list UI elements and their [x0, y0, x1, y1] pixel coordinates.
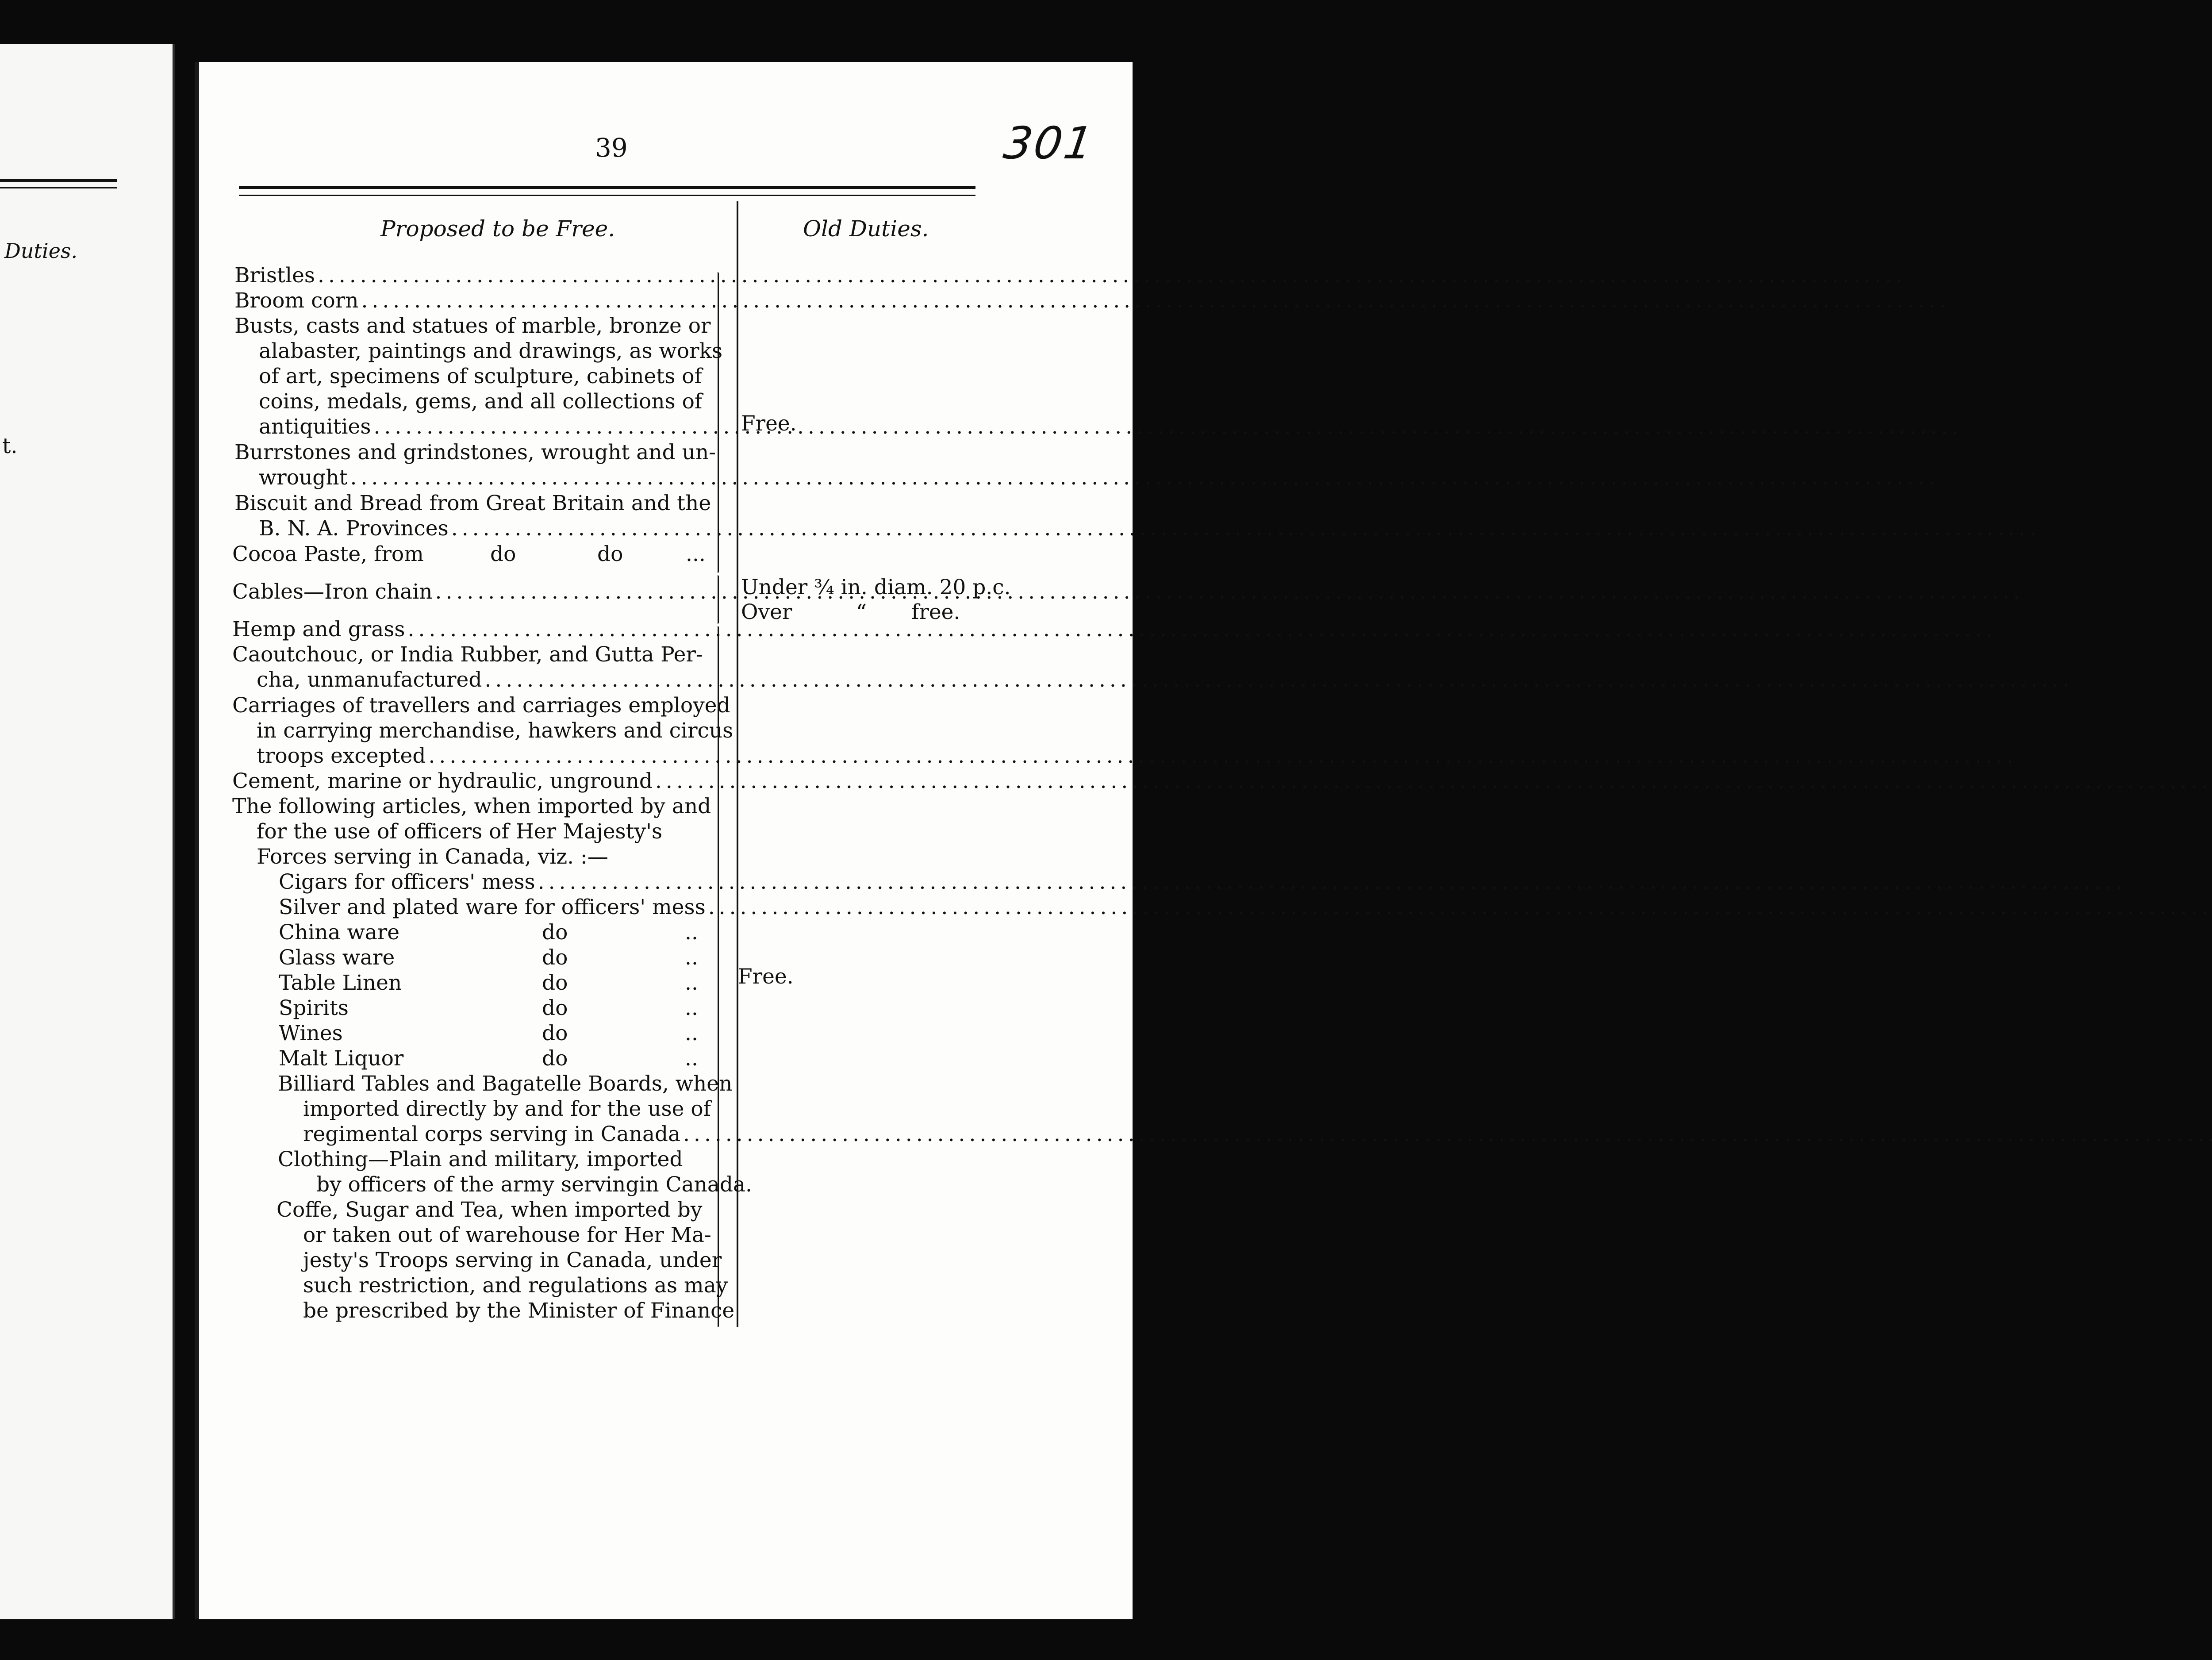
header-rule [239, 195, 975, 196]
item-line [232, 794, 711, 819]
item-line [257, 744, 707, 769]
ditto-mark: do [542, 996, 568, 1020]
item-line [234, 440, 716, 465]
item-line [303, 1248, 722, 1273]
brace [718, 272, 719, 573]
leader-dots [706, 895, 2212, 920]
item-line [259, 389, 707, 414]
item-line [303, 1122, 707, 1147]
item-line [279, 996, 707, 1021]
leader-dots [348, 465, 1939, 490]
old-duty-cables-under: Under ¾ in. diam. 20 p.c. [741, 575, 1011, 599]
item-line [257, 819, 707, 844]
facing-page-header: Duties. [4, 239, 78, 263]
old-duty-cables-over-value: free. [911, 600, 960, 624]
item-text: Cement, marine or hydraulic, unground [232, 769, 653, 793]
item-line [279, 920, 707, 945]
item-text: Burrstones and grindstones, wrought and un- [234, 440, 716, 465]
leader-dots [405, 617, 1997, 642]
item-text: cha, unmanufactured [257, 668, 482, 692]
item-line [257, 845, 707, 869]
brace [718, 575, 719, 624]
item-text: Wines [279, 1021, 343, 1045]
item-text: Clothing—Plain and military, imported [278, 1147, 683, 1172]
trailing-dots: .. [685, 1021, 698, 1045]
handwritten-folio-number: 301 [1000, 117, 1098, 169]
item-line [259, 415, 707, 439]
leader-dots [426, 744, 2017, 769]
leader-dots [358, 288, 1950, 313]
item-text: Cables—Iron chain [232, 580, 433, 604]
leader-dots [371, 415, 1962, 439]
item-text: Broom corn [234, 288, 359, 313]
item-line [303, 1299, 735, 1323]
item-line [259, 465, 707, 490]
item-line [278, 1147, 707, 1172]
item-line [232, 693, 730, 718]
item-line [234, 491, 711, 516]
trailing-dots: .. [685, 945, 698, 970]
leader-dots [449, 516, 2040, 541]
trailing-dots: ... [686, 542, 706, 566]
item-text: imported directly by and for the use of [303, 1097, 711, 1121]
item-line [279, 1021, 707, 1046]
ditto-mark: do [490, 542, 516, 566]
item-text: Cocoa Paste, from [232, 542, 424, 566]
item-line [259, 516, 707, 541]
item-text: or taken out of warehouse for Her Ma- [303, 1223, 711, 1247]
item-line [232, 769, 707, 794]
item-text: regimental corps serving in Canada [303, 1122, 681, 1146]
item-text: China ware [279, 920, 400, 945]
old-duty-free: Free. [741, 411, 797, 436]
old-duty-cables-over: Over [741, 600, 792, 624]
item-text: Busts, casts and statues of marble, bronze or [234, 314, 711, 338]
item-line [316, 1172, 752, 1197]
item-text: for the use of officers of Her Majesty's [257, 819, 663, 844]
header-rule [239, 186, 975, 189]
item-line [259, 364, 707, 389]
ditto-mark: do [597, 542, 623, 566]
item-line [232, 542, 707, 567]
item-line [279, 945, 707, 970]
leader-dots [315, 263, 1906, 288]
item-text: Spirits [279, 996, 349, 1020]
item-text: Carriages of travellers and carriages employed [232, 693, 730, 718]
item-text: Glass ware [279, 945, 395, 970]
item-line [303, 1097, 711, 1122]
item-text: The following articles, when imported by and [232, 794, 711, 818]
leader-dots [433, 580, 2024, 604]
trailing-dots: .. [685, 1046, 698, 1071]
item-line [257, 719, 733, 743]
item-line [232, 580, 707, 604]
item-line [303, 1273, 728, 1298]
ditto-mark: do [542, 1021, 568, 1045]
item-line [279, 895, 707, 920]
item-line [303, 1223, 711, 1248]
item-line [234, 314, 711, 338]
divider [0, 179, 117, 182]
item-text: wrought [259, 465, 348, 490]
item-text: Hemp and grass [232, 617, 405, 642]
column-header-old-duties: Old Duties. [803, 216, 929, 242]
item-text: troops excepted [257, 744, 426, 768]
item-line [232, 617, 707, 642]
trailing-dots: .. [685, 920, 698, 945]
item-line [278, 1072, 733, 1096]
ditto-mark: do [542, 1046, 568, 1071]
ditto-mark: do [542, 945, 568, 970]
old-duty-free: Free. [738, 964, 794, 989]
ditto-mark: do [542, 920, 568, 945]
item-text: such restriction, and regulations as may [303, 1273, 728, 1298]
leader-dots [680, 1122, 2212, 1147]
item-line [234, 263, 707, 288]
leader-dots [535, 870, 2127, 895]
item-text: Cigars for officers' mess [279, 870, 535, 894]
item-text: Caoutchouc, or India Rubber, and Gutta Per- [232, 642, 703, 667]
item-text: Malt Liquor [279, 1046, 404, 1071]
item-text: coins, medals, gems, and all collections of [259, 389, 703, 414]
item-text: antiquities [259, 415, 371, 439]
item-line [279, 1046, 707, 1071]
facing-page [0, 44, 175, 1619]
column-header-proposed: Proposed to be Free. [380, 216, 615, 242]
item-text: alabaster, paintings and drawings, as works [259, 339, 723, 363]
leader-dots [653, 769, 2212, 794]
item-line [276, 1198, 707, 1222]
item-text: Bristles [234, 263, 315, 288]
brace [718, 626, 719, 1327]
item-line [259, 339, 723, 364]
item-text: Billiard Tables and Bagatelle Boards, when [278, 1072, 733, 1096]
item-text: Silver and plated ware for officers' mess [279, 895, 706, 919]
item-text: by officers of the army servingin Canada. [316, 1172, 752, 1197]
item-text: Table Linen [279, 971, 402, 995]
item-text: of art, specimens of sculpture, cabinets of [259, 364, 702, 388]
trailing-dots: .. [685, 996, 698, 1020]
trailing-dots: .. [685, 971, 698, 995]
item-text: jesty's Troops serving in Canada, under [303, 1248, 722, 1272]
item-text: Biscuit and Bread from Great Britain and the [234, 491, 711, 515]
old-duty-ditto: “ [856, 600, 867, 624]
item-line [279, 870, 707, 895]
divider [0, 187, 117, 188]
item-text: Coffe, Sugar and Tea, when imported by [276, 1198, 703, 1222]
item-line [234, 288, 707, 313]
item-line [232, 642, 707, 667]
page-number: 39 [595, 133, 628, 163]
item-text: in carrying merchandise, hawkers and circus [257, 719, 733, 743]
item-line [257, 668, 707, 692]
ditto-mark: do [542, 971, 568, 995]
leader-dots [482, 668, 2073, 692]
item-text: be prescribed by the Minister of Finance [303, 1299, 735, 1323]
item-line [279, 971, 707, 995]
item-text: Forces serving in Canada, viz. :— [257, 845, 608, 869]
item-text: B. N. A. Provinces [259, 516, 449, 541]
facing-page-text: t. [2, 434, 18, 458]
